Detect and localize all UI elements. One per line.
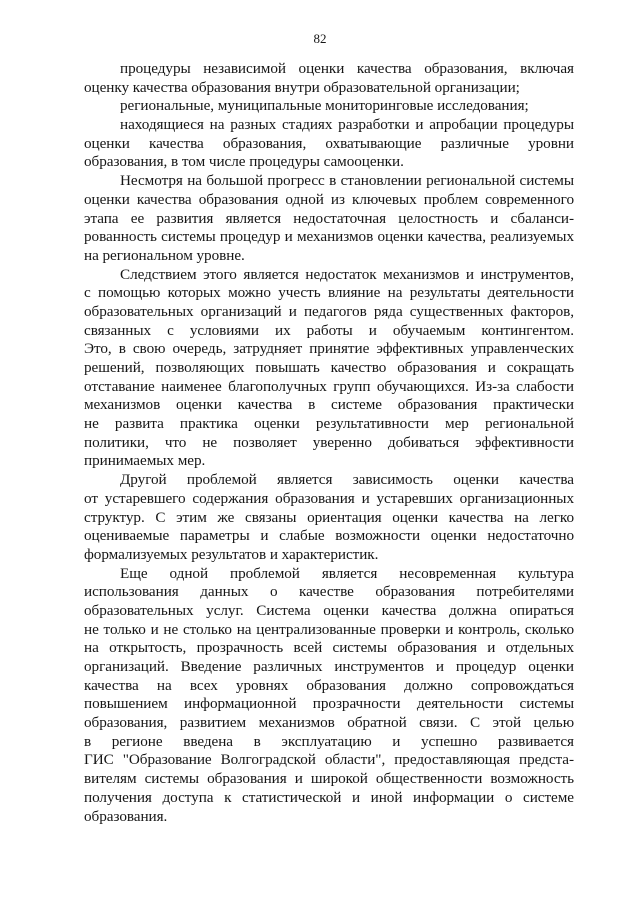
text-line: ГИС "Образование Волгоградской области", предоставляющая предста- — [84, 751, 574, 769]
text-line: оцениваемые параметры и слабые возможности оценки недостаточно — [84, 527, 574, 545]
text-line: Это, в свою очередь, затрудняет принятие эффективных управленческих — [84, 340, 574, 358]
page-number: 82 — [313, 31, 327, 46]
paragraph — [84, 172, 574, 265]
text-line: структур. С этим же связаны ориентация оценки качества на легко — [84, 508, 574, 526]
text-line: образования. — [84, 807, 168, 825]
text-line: принимаемых мер. — [84, 452, 206, 470]
text-line: с помощью которых можно учесть влияние на результаты деятельности — [84, 284, 574, 302]
paragraph — [84, 116, 574, 172]
text-line: образовательных услуг. Система оценки качества должна опираться — [84, 601, 574, 619]
text-line: получения доступа к статистической и иной информации о системе — [84, 788, 574, 806]
text-line: не развита практика оценки результативности мер региональной — [84, 415, 574, 433]
text-line: связанных с условиями их работы и обучаемым контингентом. — [84, 321, 574, 339]
text-line: оценку качества образования внутри образовательной организации; — [84, 78, 520, 96]
text-line: решений, позволяющих повышать качество образования и сокращать — [84, 359, 574, 376]
text-line: Следствием этого является недостаток механизмов и инструментов, — [120, 265, 574, 283]
text-line: не только и не столько на централизованные проверки и контроль, сколько — [84, 620, 574, 638]
paragraph — [84, 471, 574, 564]
page-body — [84, 60, 574, 826]
text-line: политики, что не позволяет уверенно добиваться эффективности — [84, 433, 574, 451]
text-line: в регионе введена в эксплуатацию и успешно развивается — [84, 732, 574, 750]
text-line: качества на всех уровнях образования должно сопровождаться — [84, 676, 574, 694]
text-line: Другой проблемой является зависимость оценки качества — [120, 471, 574, 489]
text-line: вителям системы образования и широкой общественности возможность — [84, 770, 574, 788]
paragraph — [84, 60, 574, 97]
text-line: оценки качества образования одной из ключевых проблем современного — [84, 190, 574, 208]
text-line: Несмотря на большой прогресс в становлении региональной системы — [120, 172, 574, 190]
paragraph — [84, 565, 574, 827]
text-line: от устаревшего содержания образования и устаревших организационных — [84, 489, 574, 507]
text-line: механизмов оценки качества в системе образования практически — [84, 396, 574, 414]
text-line: региональные, муниципальные мониторинговые исследования; — [120, 97, 529, 115]
text-line: отставание наименее благополучных групп обучающихся. Из-за слабости — [84, 377, 574, 395]
text-line: оценки качества образования, охватывающие различные уровни — [84, 134, 574, 152]
text-line: находящиеся на разных стадиях разработки и апробации процедуры — [120, 116, 574, 134]
text-line: образования, в том числе процедуры самооценки. — [84, 153, 404, 171]
text-line: использования данных о качестве образования потребителями — [84, 583, 574, 601]
text-line: на открытость, прозрачность всей системы образования и отдельных — [84, 639, 574, 657]
paragraph — [84, 97, 574, 116]
text-line: образования, развитием механизмов обратной связи. С этой целью — [84, 714, 574, 732]
text-line: образовательных организаций и педагогов ряда существенных факторов, — [84, 302, 574, 320]
paragraph — [84, 266, 574, 472]
text-line: формализуемых результатов и характеристик. — [84, 545, 379, 563]
text-line: на региональном уровне. — [84, 246, 245, 264]
text-line: организаций. Введение различных инструментов и процедур оценки — [84, 658, 574, 675]
text-line: Еще одной проблемой является несовременная культура — [120, 564, 574, 582]
text-line: рованность системы процедур и механизмов оценки качества, реализуемых — [84, 228, 574, 246]
text-line: этапа ее развития является недостаточная целостность и сбаланси- — [84, 209, 574, 227]
text-line: повышением информационной прозрачности деятельности системы — [84, 695, 574, 713]
text-line: процедуры независимой оценки качества образования, включая — [120, 60, 574, 77]
